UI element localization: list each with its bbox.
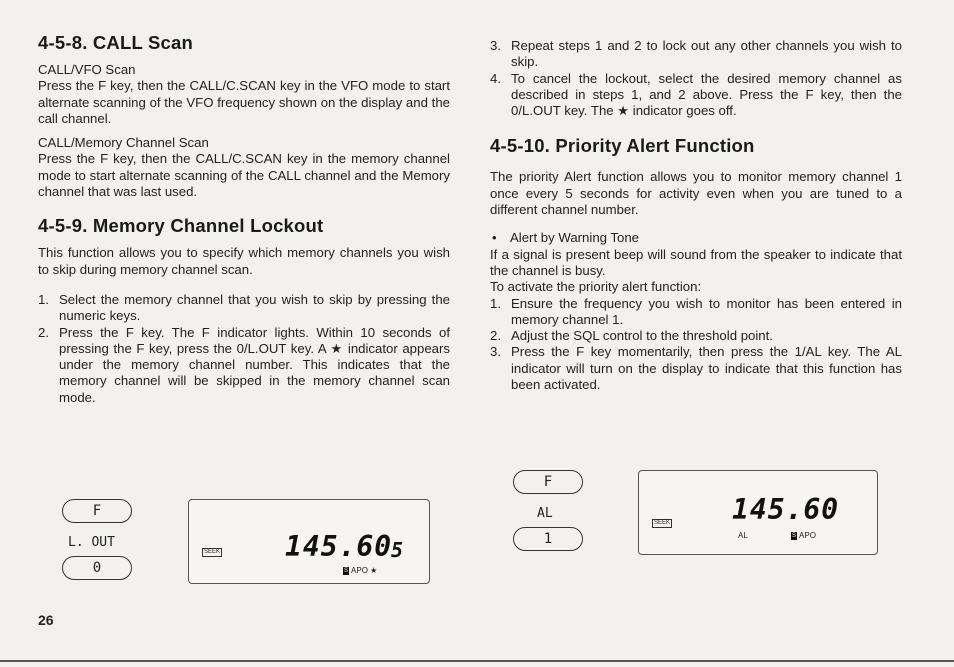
- one-key-icon: 1: [513, 527, 583, 551]
- lockout-continued-steps: [490, 38, 902, 119]
- step-text: Ensure the frequency you wish to monitor has been entered in memory channel 1.: [511, 295, 902, 327]
- right-column: [490, 38, 902, 393]
- s-indicator: S: [344, 567, 349, 574]
- list-item: [38, 292, 450, 325]
- apo-indicator: APO: [799, 531, 816, 540]
- list-item: [490, 38, 902, 71]
- lcd-display: [638, 470, 878, 555]
- lcd-frequency: 145.60: [285, 530, 393, 563]
- step-text: Press the F key momentarily, then press the 1/AL key. The AL indicator will turn on the display to indicate that this function has been activated.: [511, 344, 902, 393]
- paragraph-call-vfo: Press the F key, then the CALL/C.SCAN key in the VFO mode to start alternate scanning of the VFO frequency shown on the display and the call channel.: [38, 78, 450, 126]
- step-number: 3.: [490, 344, 501, 360]
- list-item: [490, 71, 902, 120]
- lockout-steps: [38, 292, 450, 406]
- bullet-text: Alert by Warning Tone: [510, 230, 640, 246]
- paragraph-call-memory: Press the F key, then the CALL/C.SCAN key in the memory channel mode to start alternate scanning of the CALL channel and the Memory channel that was last used.: [38, 151, 450, 200]
- lcd-indicators: [343, 566, 377, 575]
- apo-star-indicator: APO ★: [351, 566, 378, 575]
- paragraph-priority-intro: The priority Alert function allows you to monitor memory channel 1 once every 5 seconds for activity even when you are tuned to a different channel number.: [490, 169, 902, 218]
- list-item: [490, 296, 902, 329]
- page-number: 26: [38, 612, 54, 628]
- step-text: Adjust the SQL control to the threshold point.: [511, 328, 773, 344]
- f-key-icon: F: [513, 470, 583, 494]
- step-text: Repeat steps 1 and 2 to lock out any other channels you wish to skip.: [511, 38, 902, 70]
- paragraph-activate: To activate the priority alert function:: [490, 279, 702, 295]
- zero-key-icon: 0: [62, 556, 132, 580]
- section-title-call-scan: 4-5-8. CALL Scan: [38, 32, 194, 53]
- step-text: Select the memory channel that you wish to skip by pressing the numeric keys.: [59, 291, 450, 324]
- seek-indicator: SEEK: [204, 549, 221, 555]
- step-number: 3.: [490, 38, 501, 53]
- bullet-warning-tone: • Alert by Warning Tone: [492, 230, 640, 246]
- f-key-icon: F: [62, 499, 132, 523]
- lout-key-label: L. OUT: [68, 535, 115, 550]
- seek-indicator: SEEK: [654, 520, 671, 526]
- left-column: [38, 32, 450, 406]
- step-number: 2.: [490, 328, 501, 344]
- lcd-indicators: [791, 531, 816, 540]
- priority-figure: [509, 468, 881, 556]
- page-bottom-rule: [0, 660, 954, 662]
- step-text: Press the F key. The F indicator lights. Within 10 seconds of pressing the F key, press the 0/L.OUT key. A ★ indicator appears under the memory channel number. This indicates that the memory channel will be skipped in the memory channel scan mode.: [59, 324, 450, 405]
- lcd-display: [188, 499, 430, 584]
- step-text: To cancel the lockout, select the desired memory channel as described in steps 1, and 2 above. Press the F key, then the 0/L.OUT key. The ★ indicator goes off.: [511, 70, 902, 119]
- paragraph-warning-tone: If a signal is present beep will sound from the speaker to indicate that the channel is busy.: [490, 246, 902, 278]
- paragraph-lockout-intro: This function allows you to specify which memory channels you wish to skip during memory channel scan.: [38, 245, 450, 277]
- subheading-call-vfo-scan: CALL/VFO Scan: [38, 62, 136, 77]
- step-number: 4.: [490, 70, 501, 86]
- step-number: 1.: [38, 291, 49, 307]
- subheading-call-memory-scan: CALL/Memory Channel Scan: [38, 135, 209, 151]
- priority-steps: [490, 296, 902, 394]
- lockout-figure: [58, 497, 430, 585]
- lcd-channel-number: 5: [391, 538, 405, 562]
- al-indicator: AL: [738, 531, 748, 540]
- list-item: [38, 325, 450, 406]
- list-item: [490, 328, 902, 344]
- al-key-label: AL: [537, 506, 553, 521]
- list-item: [490, 344, 902, 393]
- step-number: 1.: [490, 295, 501, 311]
- section-title-lockout: 4-5-9. Memory Channel Lockout: [38, 215, 324, 237]
- lcd-frequency: 145.60: [732, 493, 840, 526]
- s-indicator: S: [792, 532, 797, 539]
- step-number: 2.: [38, 324, 49, 340]
- section-title-priority-alert: 4-5-10. Priority Alert Function: [490, 135, 755, 157]
